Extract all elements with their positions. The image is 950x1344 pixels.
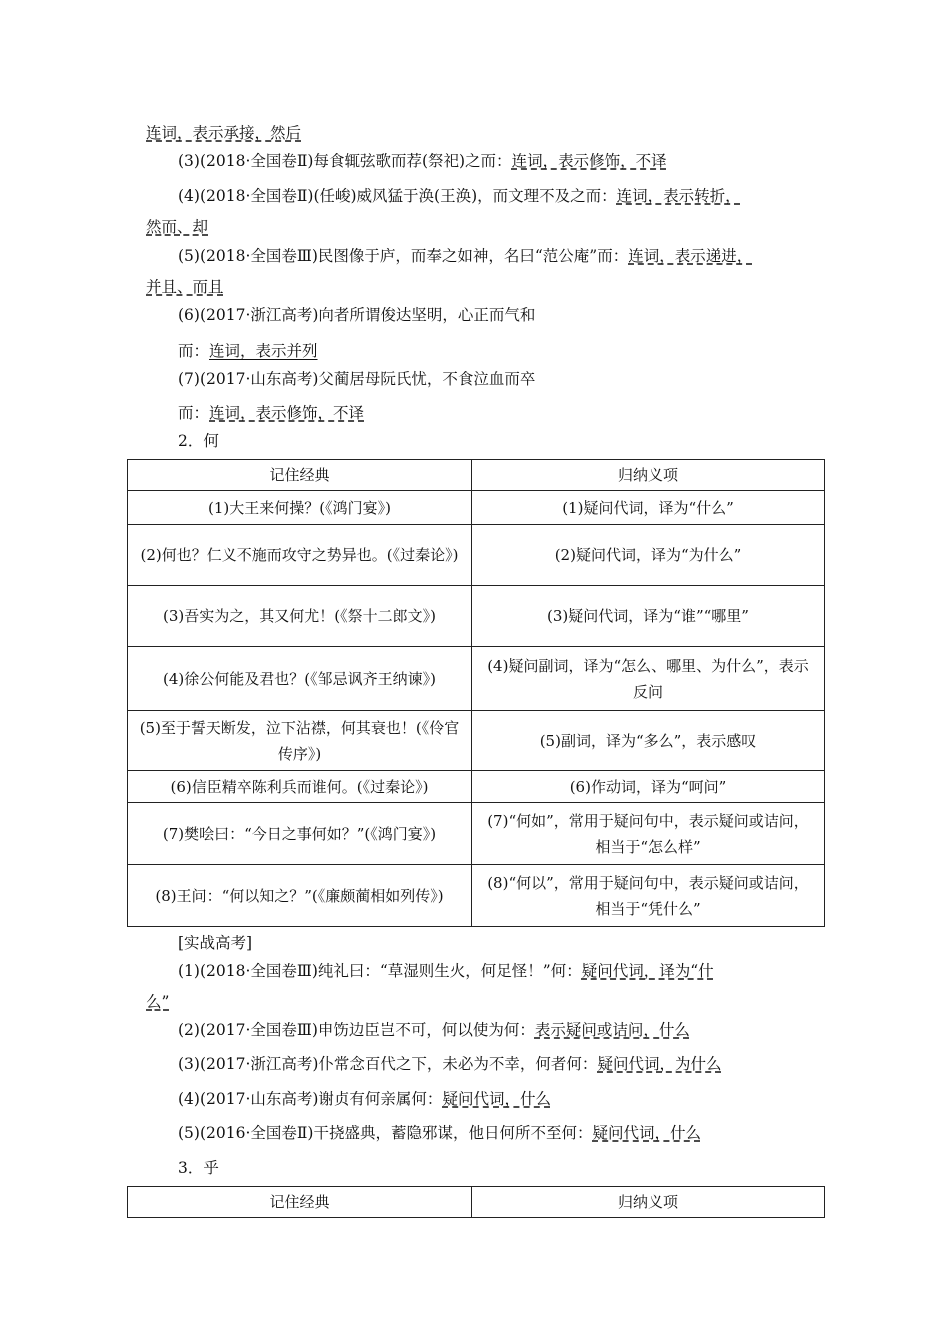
- table-header-row: [128, 1187, 825, 1218]
- table-cell: (7)“何如”，常用于疑问句中，表示疑问或诘问，相当于“怎么样”: [472, 803, 825, 865]
- example-text: 而：: [178, 404, 210, 422]
- table-cell: (2)疑问代词，译为“为什么”: [472, 525, 825, 586]
- column-header: 记住经典: [128, 460, 472, 491]
- table-cell: (8)王问：“何以知之？”(《廉颇蔺相如列传》): [128, 865, 472, 927]
- answer-text: 表示疑问或诘问，什么: [534, 1021, 690, 1039]
- example-text: (7)(2017·山东高考)父蔺居母阮氏忧，不食泣血而卒: [178, 370, 536, 388]
- table-cell: (1)疑问代词，译为“什么”: [472, 491, 825, 525]
- table-cell: (6)信臣精卒陈利兵而谁何。(《过秦论》): [128, 771, 472, 803]
- practice-text: (5)(2016·全国卷Ⅱ)干挠盛典，蓄隐邪谋，他日何所不至何：: [178, 1124, 593, 1142]
- table-row: [128, 525, 825, 586]
- example-line: [178, 245, 752, 267]
- practice-line: [178, 1122, 701, 1144]
- table-row: [128, 647, 825, 711]
- example-text: (3)(2018·全国卷Ⅱ)每食辄弦歌而荐(祭祀)之而：: [178, 152, 512, 170]
- section-heading: 2．何: [178, 432, 219, 450]
- table-row: [128, 803, 825, 865]
- answer-text: 并且、而且: [146, 278, 224, 296]
- example-line: [178, 150, 667, 172]
- practice-text: (2)(2017·全国卷Ⅲ)申饬边臣岂不可，何以使为何：: [178, 1021, 535, 1039]
- practice-line: [178, 1088, 551, 1110]
- answer-text: 疑问代词，为什么: [597, 1055, 722, 1073]
- meaning-table: [127, 459, 825, 927]
- table-row: [128, 865, 825, 927]
- example-text: (5)(2018·全国卷Ⅲ)民图像于庐，而奉之如神，名曰“范公庵”而：: [178, 247, 629, 265]
- example-line: [146, 216, 208, 238]
- answer-text: 连词，表示转折，: [616, 187, 741, 205]
- meaning-table: [127, 1186, 825, 1218]
- answer-text: 连词，表示递进，: [628, 247, 753, 265]
- practice-line: [178, 960, 714, 982]
- table-row: [128, 711, 825, 771]
- table-cell: (5)副词，译为“多么”，表示感叹: [472, 711, 825, 771]
- table-cell: (3)疑问代词，译为“谁”“哪里”: [472, 586, 825, 647]
- answer-text: 连词，表示修饰，不译: [209, 404, 365, 422]
- answer-text: 么”: [146, 993, 170, 1011]
- example-line: [146, 276, 224, 298]
- answer-text: 连词，表示承接，然后: [146, 124, 302, 142]
- table-cell: (2)何也？仁义不施而攻守之势异也。(《过秦论》): [128, 525, 472, 586]
- answer-text: 连词，表示并列: [209, 342, 318, 360]
- example-line: [178, 402, 364, 424]
- practice-line: [178, 1053, 721, 1075]
- column-header: 归纳义项: [472, 460, 825, 491]
- table-row: [128, 771, 825, 803]
- column-header: 归纳义项: [472, 1187, 825, 1218]
- answer-text: 然而、却: [146, 218, 209, 236]
- table-header-row: [128, 460, 825, 491]
- column-header: 记住经典: [128, 1187, 472, 1218]
- table-cell: (5)至于誓天断发，泣下沾襟，何其衰也！(《伶官传序》): [128, 711, 472, 771]
- table-row: [128, 491, 825, 525]
- example-line: [178, 185, 741, 207]
- example-line: [178, 340, 318, 362]
- practice-title: [实战高考]: [178, 934, 253, 952]
- example-text: 而：: [178, 342, 210, 360]
- example-line: [146, 122, 301, 144]
- table-cell: (1)大王来何操？(《鸿门宴》): [128, 491, 472, 525]
- table-cell: (4)徐公何能及君也？(《邹忌讽齐王纳谏》): [128, 647, 472, 711]
- example-text: (4)(2018·全国卷Ⅱ)(任峻)威风猛于涣(王涣)，而文理不及之而：: [178, 187, 617, 205]
- example-line: [178, 304, 535, 326]
- table-cell: (7)樊哙曰：“今日之事何如？”(《鸿门宴》): [128, 803, 472, 865]
- practice-text: (1)(2018·全国卷Ⅲ)纯礼曰：“草湿则生火，何足怪！”何：: [178, 962, 582, 980]
- example-line: [178, 368, 535, 390]
- table-cell: (6)作动词，译为“呵问”: [472, 771, 825, 803]
- answer-text: 疑问代词，什么: [442, 1090, 551, 1108]
- table-cell: (4)疑问副词，译为“怎么、哪里、为什么”，表示反问: [472, 647, 825, 711]
- example-text: (6)(2017·浙江高考)向者所谓俊达坚明，心正而气和: [178, 306, 536, 324]
- answer-text: 疑问代词，什么: [592, 1124, 701, 1142]
- answer-text: 连词，表示修饰，不译: [511, 152, 667, 170]
- table-row: [128, 586, 825, 647]
- practice-line: [178, 1019, 690, 1041]
- table-cell: (3)吾实为之，其又何尤！(《祭十二郎文》): [128, 586, 472, 647]
- practice-line: [146, 991, 169, 1013]
- practice-text: (4)(2017·山东高考)谢贞有何亲属何：: [178, 1090, 443, 1108]
- table-cell: (8)“何以”，常用于疑问句中，表示疑问或诘问，相当于“凭什么”: [472, 865, 825, 927]
- practice-text: (3)(2017·浙江高考)仆常念百代之下，未必为不幸，何者何：: [178, 1055, 598, 1073]
- answer-text: 疑问代词，译为“什: [581, 962, 714, 980]
- section-heading: 3．乎: [178, 1159, 219, 1177]
